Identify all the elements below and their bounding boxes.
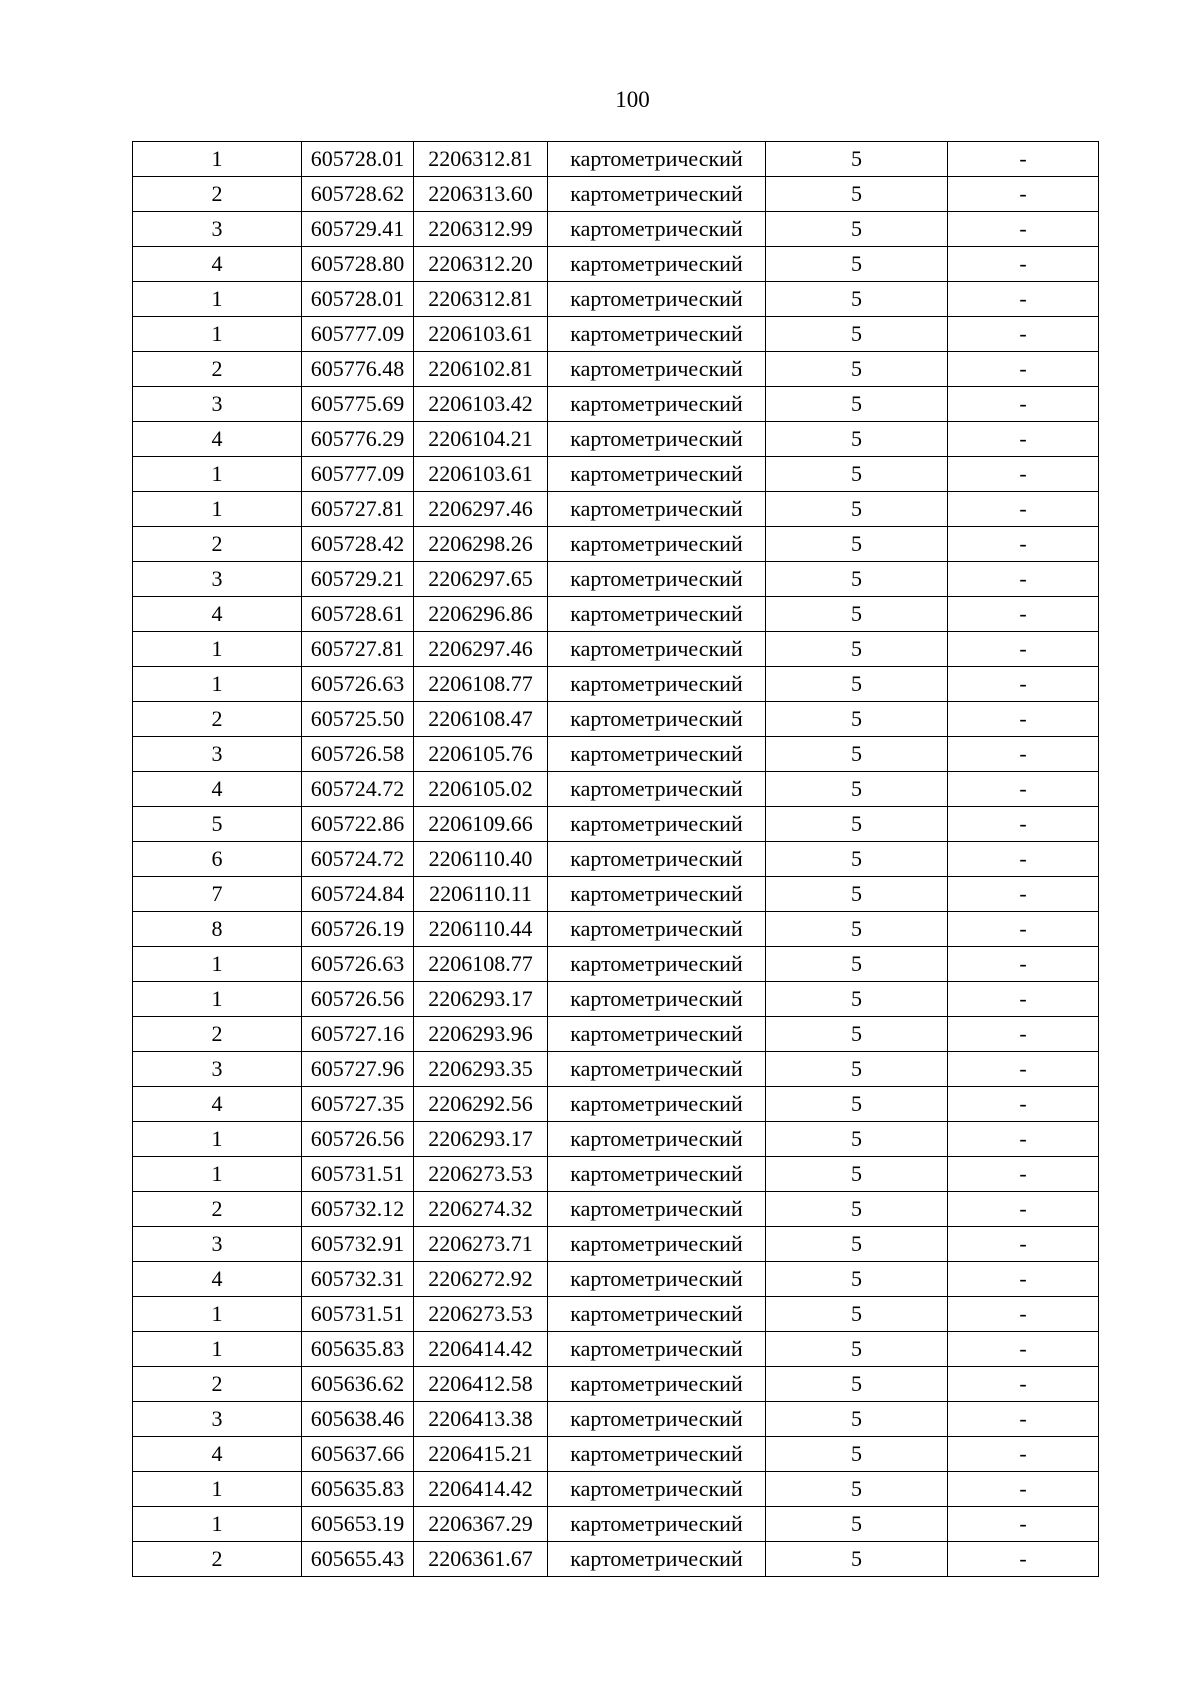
accuracy-cell: 5 [766, 527, 948, 562]
method-cell: картометрический [548, 1472, 766, 1507]
x-coordinate-cell: 605638.46 [302, 1402, 414, 1437]
method-cell: картометрический [548, 1437, 766, 1472]
table-row [133, 877, 1099, 912]
description-cell: - [948, 177, 1099, 212]
accuracy-cell: 5 [766, 1507, 948, 1542]
accuracy-cell: 5 [766, 877, 948, 912]
accuracy-cell: 5 [766, 702, 948, 737]
method-cell: картометрический [548, 737, 766, 772]
accuracy-cell: 5 [766, 1157, 948, 1192]
method-cell: картометрический [548, 352, 766, 387]
table-row [133, 142, 1099, 177]
description-cell: - [948, 1472, 1099, 1507]
accuracy-cell: 5 [766, 1262, 948, 1297]
method-cell: картометрический [548, 142, 766, 177]
description-cell: - [948, 1227, 1099, 1262]
x-coordinate-cell: 605776.29 [302, 422, 414, 457]
accuracy-cell: 5 [766, 317, 948, 352]
description-cell: - [948, 1052, 1099, 1087]
table-row [133, 1262, 1099, 1297]
accuracy-cell: 5 [766, 247, 948, 282]
method-cell: картометрический [548, 1507, 766, 1542]
y-coordinate-cell: 2206293.35 [414, 1052, 548, 1087]
method-cell: картометрический [548, 772, 766, 807]
point-number-cell: 3 [133, 1402, 302, 1437]
description-cell: - [948, 842, 1099, 877]
description-cell: - [948, 1437, 1099, 1472]
accuracy-cell: 5 [766, 912, 948, 947]
x-coordinate-cell: 605775.69 [302, 387, 414, 422]
x-coordinate-cell: 605636.62 [302, 1367, 414, 1402]
point-number-cell: 4 [133, 247, 302, 282]
point-number-cell: 1 [133, 667, 302, 702]
accuracy-cell: 5 [766, 282, 948, 317]
y-coordinate-cell: 2206110.44 [414, 912, 548, 947]
accuracy-cell: 5 [766, 212, 948, 247]
table-row [133, 352, 1099, 387]
description-cell: - [948, 142, 1099, 177]
table-row [133, 842, 1099, 877]
accuracy-cell: 5 [766, 1017, 948, 1052]
method-cell: картометрический [548, 842, 766, 877]
accuracy-cell: 5 [766, 387, 948, 422]
table-row [133, 947, 1099, 982]
x-coordinate-cell: 605731.51 [302, 1297, 414, 1332]
table-row [133, 667, 1099, 702]
method-cell: картометрический [548, 597, 766, 632]
x-coordinate-cell: 605635.83 [302, 1332, 414, 1367]
y-coordinate-cell: 2206312.20 [414, 247, 548, 282]
point-number-cell: 1 [133, 492, 302, 527]
description-cell: - [948, 1507, 1099, 1542]
y-coordinate-cell: 2206110.11 [414, 877, 548, 912]
method-cell: картометрический [548, 1262, 766, 1297]
description-cell: - [948, 317, 1099, 352]
x-coordinate-cell: 605727.96 [302, 1052, 414, 1087]
point-number-cell: 1 [133, 317, 302, 352]
x-coordinate-cell: 605729.41 [302, 212, 414, 247]
accuracy-cell: 5 [766, 1052, 948, 1087]
table-row [133, 1087, 1099, 1122]
accuracy-cell: 5 [766, 737, 948, 772]
description-cell: - [948, 1297, 1099, 1332]
x-coordinate-cell: 605655.43 [302, 1542, 414, 1577]
y-coordinate-cell: 2206312.99 [414, 212, 548, 247]
description-cell: - [948, 492, 1099, 527]
accuracy-cell: 5 [766, 1297, 948, 1332]
x-coordinate-cell: 605727.16 [302, 1017, 414, 1052]
table-row [133, 1297, 1099, 1332]
table-row [133, 177, 1099, 212]
point-number-cell: 4 [133, 597, 302, 632]
description-cell: - [948, 947, 1099, 982]
y-coordinate-cell: 2206414.42 [414, 1472, 548, 1507]
y-coordinate-cell: 2206297.46 [414, 632, 548, 667]
table-row [133, 1402, 1099, 1437]
table-row [133, 912, 1099, 947]
accuracy-cell: 5 [766, 667, 948, 702]
point-number-cell: 4 [133, 422, 302, 457]
point-number-cell: 1 [133, 982, 302, 1017]
description-cell: - [948, 1367, 1099, 1402]
accuracy-cell: 5 [766, 1332, 948, 1367]
description-cell: - [948, 1017, 1099, 1052]
description-cell: - [948, 352, 1099, 387]
method-cell: картометрический [548, 212, 766, 247]
y-coordinate-cell: 2206105.02 [414, 772, 548, 807]
point-number-cell: 1 [133, 282, 302, 317]
point-number-cell: 3 [133, 212, 302, 247]
method-cell: картометрический [548, 1367, 766, 1402]
method-cell: картометрический [548, 982, 766, 1017]
description-cell: - [948, 737, 1099, 772]
accuracy-cell: 5 [766, 1402, 948, 1437]
table-row [133, 1507, 1099, 1542]
description-cell: - [948, 387, 1099, 422]
x-coordinate-cell: 605722.86 [302, 807, 414, 842]
description-cell: - [948, 807, 1099, 842]
x-coordinate-cell: 605727.81 [302, 492, 414, 527]
method-cell: картометрический [548, 492, 766, 527]
x-coordinate-cell: 605724.72 [302, 842, 414, 877]
description-cell: - [948, 1332, 1099, 1367]
method-cell: картометрический [548, 912, 766, 947]
y-coordinate-cell: 2206102.81 [414, 352, 548, 387]
description-cell: - [948, 1157, 1099, 1192]
table-row [133, 1122, 1099, 1157]
table-row [133, 1367, 1099, 1402]
point-number-cell: 4 [133, 772, 302, 807]
point-number-cell: 1 [133, 632, 302, 667]
y-coordinate-cell: 2206109.66 [414, 807, 548, 842]
description-cell: - [948, 247, 1099, 282]
point-number-cell: 2 [133, 1367, 302, 1402]
method-cell: картометрический [548, 1157, 766, 1192]
table-row [133, 457, 1099, 492]
y-coordinate-cell: 2206361.67 [414, 1542, 548, 1577]
x-coordinate-cell: 605732.31 [302, 1262, 414, 1297]
table-row [133, 212, 1099, 247]
point-number-cell: 1 [133, 1157, 302, 1192]
point-number-cell: 2 [133, 527, 302, 562]
table-row [133, 597, 1099, 632]
table-row [133, 1017, 1099, 1052]
point-number-cell: 2 [133, 1017, 302, 1052]
accuracy-cell: 5 [766, 457, 948, 492]
coordinates-table [132, 141, 1099, 1577]
description-cell: - [948, 667, 1099, 702]
accuracy-cell: 5 [766, 632, 948, 667]
table-row [133, 1332, 1099, 1367]
description-cell: - [948, 212, 1099, 247]
y-coordinate-cell: 2206103.42 [414, 387, 548, 422]
method-cell: картометрический [548, 422, 766, 457]
table-row [133, 1052, 1099, 1087]
method-cell: картометрический [548, 247, 766, 282]
table-row [133, 632, 1099, 667]
table-row [133, 422, 1099, 457]
point-number-cell: 3 [133, 737, 302, 772]
x-coordinate-cell: 605726.58 [302, 737, 414, 772]
x-coordinate-cell: 605726.19 [302, 912, 414, 947]
method-cell: картометрический [548, 1402, 766, 1437]
point-number-cell: 3 [133, 387, 302, 422]
x-coordinate-cell: 605728.01 [302, 282, 414, 317]
point-number-cell: 1 [133, 1472, 302, 1507]
table-row [133, 317, 1099, 352]
x-coordinate-cell: 605726.63 [302, 667, 414, 702]
point-number-cell: 1 [133, 1297, 302, 1332]
y-coordinate-cell: 2206273.53 [414, 1157, 548, 1192]
y-coordinate-cell: 2206103.61 [414, 317, 548, 352]
description-cell: - [948, 1402, 1099, 1437]
description-cell: - [948, 457, 1099, 492]
table-row [133, 1542, 1099, 1577]
y-coordinate-cell: 2206296.86 [414, 597, 548, 632]
y-coordinate-cell: 2206367.29 [414, 1507, 548, 1542]
y-coordinate-cell: 2206105.76 [414, 737, 548, 772]
point-number-cell: 1 [133, 142, 302, 177]
table-row [133, 1227, 1099, 1262]
x-coordinate-cell: 605727.81 [302, 632, 414, 667]
method-cell: картометрический [548, 457, 766, 492]
accuracy-cell: 5 [766, 1122, 948, 1157]
accuracy-cell: 5 [766, 597, 948, 632]
method-cell: картометрический [548, 177, 766, 212]
x-coordinate-cell: 605729.21 [302, 562, 414, 597]
table-row [133, 737, 1099, 772]
point-number-cell: 1 [133, 457, 302, 492]
point-number-cell: 7 [133, 877, 302, 912]
method-cell: картометрический [548, 1332, 766, 1367]
y-coordinate-cell: 2206312.81 [414, 142, 548, 177]
x-coordinate-cell: 605653.19 [302, 1507, 414, 1542]
accuracy-cell: 5 [766, 982, 948, 1017]
table-row [133, 772, 1099, 807]
description-cell: - [948, 1262, 1099, 1297]
x-coordinate-cell: 605728.80 [302, 247, 414, 282]
x-coordinate-cell: 605724.72 [302, 772, 414, 807]
y-coordinate-cell: 2206412.58 [414, 1367, 548, 1402]
point-number-cell: 8 [133, 912, 302, 947]
point-number-cell: 5 [133, 807, 302, 842]
method-cell: картометрический [548, 947, 766, 982]
point-number-cell: 1 [133, 1122, 302, 1157]
description-cell: - [948, 982, 1099, 1017]
point-number-cell: 1 [133, 1507, 302, 1542]
accuracy-cell: 5 [766, 177, 948, 212]
point-number-cell: 4 [133, 1087, 302, 1122]
accuracy-cell: 5 [766, 1367, 948, 1402]
method-cell: картометрический [548, 1087, 766, 1122]
accuracy-cell: 5 [766, 772, 948, 807]
accuracy-cell: 5 [766, 807, 948, 842]
x-coordinate-cell: 605732.12 [302, 1192, 414, 1227]
y-coordinate-cell: 2206110.40 [414, 842, 548, 877]
accuracy-cell: 5 [766, 422, 948, 457]
accuracy-cell: 5 [766, 352, 948, 387]
method-cell: картометрический [548, 1192, 766, 1227]
table-row [133, 247, 1099, 282]
y-coordinate-cell: 2206298.26 [414, 527, 548, 562]
method-cell: картометрический [548, 1122, 766, 1157]
y-coordinate-cell: 2206297.46 [414, 492, 548, 527]
method-cell: картометрический [548, 1542, 766, 1577]
y-coordinate-cell: 2206104.21 [414, 422, 548, 457]
method-cell: картометрический [548, 1052, 766, 1087]
method-cell: картометрический [548, 527, 766, 562]
x-coordinate-cell: 605724.84 [302, 877, 414, 912]
x-coordinate-cell: 605731.51 [302, 1157, 414, 1192]
x-coordinate-cell: 605728.61 [302, 597, 414, 632]
accuracy-cell: 5 [766, 142, 948, 177]
y-coordinate-cell: 2206413.38 [414, 1402, 548, 1437]
y-coordinate-cell: 2206272.92 [414, 1262, 548, 1297]
table-row [133, 492, 1099, 527]
y-coordinate-cell: 2206273.53 [414, 1297, 548, 1332]
method-cell: картометрический [548, 1227, 766, 1262]
point-number-cell: 3 [133, 1052, 302, 1087]
description-cell: - [948, 877, 1099, 912]
table-row [133, 562, 1099, 597]
y-coordinate-cell: 2206297.65 [414, 562, 548, 597]
y-coordinate-cell: 2206312.81 [414, 282, 548, 317]
point-number-cell: 2 [133, 352, 302, 387]
accuracy-cell: 5 [766, 1227, 948, 1262]
description-cell: - [948, 422, 1099, 457]
y-coordinate-cell: 2206293.96 [414, 1017, 548, 1052]
description-cell: - [948, 1542, 1099, 1577]
method-cell: картометрический [548, 632, 766, 667]
accuracy-cell: 5 [766, 1437, 948, 1472]
y-coordinate-cell: 2206292.56 [414, 1087, 548, 1122]
accuracy-cell: 5 [766, 1542, 948, 1577]
x-coordinate-cell: 605727.35 [302, 1087, 414, 1122]
x-coordinate-cell: 605728.01 [302, 142, 414, 177]
x-coordinate-cell: 605776.48 [302, 352, 414, 387]
x-coordinate-cell: 605777.09 [302, 317, 414, 352]
description-cell: - [948, 1087, 1099, 1122]
method-cell: картометрический [548, 702, 766, 737]
x-coordinate-cell: 605728.42 [302, 527, 414, 562]
y-coordinate-cell: 2206414.42 [414, 1332, 548, 1367]
method-cell: картометрический [548, 1297, 766, 1332]
x-coordinate-cell: 605726.63 [302, 947, 414, 982]
accuracy-cell: 5 [766, 1472, 948, 1507]
point-number-cell: 2 [133, 177, 302, 212]
accuracy-cell: 5 [766, 842, 948, 877]
description-cell: - [948, 282, 1099, 317]
table-row [133, 982, 1099, 1017]
point-number-cell: 2 [133, 702, 302, 737]
point-number-cell: 2 [133, 1542, 302, 1577]
y-coordinate-cell: 2206274.32 [414, 1192, 548, 1227]
method-cell: картометрический [548, 807, 766, 842]
x-coordinate-cell: 605728.62 [302, 177, 414, 212]
y-coordinate-cell: 2206108.77 [414, 947, 548, 982]
y-coordinate-cell: 2206293.17 [414, 982, 548, 1017]
point-number-cell: 3 [133, 1227, 302, 1262]
method-cell: картометрический [548, 667, 766, 702]
accuracy-cell: 5 [766, 562, 948, 597]
method-cell: картометрический [548, 282, 766, 317]
accuracy-cell: 5 [766, 492, 948, 527]
y-coordinate-cell: 2206108.47 [414, 702, 548, 737]
method-cell: картометрический [548, 877, 766, 912]
description-cell: - [948, 597, 1099, 632]
method-cell: картометрический [548, 317, 766, 352]
table-row [133, 807, 1099, 842]
x-coordinate-cell: 605726.56 [302, 982, 414, 1017]
accuracy-cell: 5 [766, 1087, 948, 1122]
x-coordinate-cell: 605637.66 [302, 1437, 414, 1472]
description-cell: - [948, 912, 1099, 947]
table-row [133, 527, 1099, 562]
table-row [133, 282, 1099, 317]
table-row [133, 702, 1099, 737]
point-number-cell: 6 [133, 842, 302, 877]
description-cell: - [948, 1192, 1099, 1227]
y-coordinate-cell: 2206313.60 [414, 177, 548, 212]
accuracy-cell: 5 [766, 1192, 948, 1227]
y-coordinate-cell: 2206103.61 [414, 457, 548, 492]
method-cell: картометрический [548, 387, 766, 422]
x-coordinate-cell: 605777.09 [302, 457, 414, 492]
y-coordinate-cell: 2206273.71 [414, 1227, 548, 1262]
table-row [133, 1437, 1099, 1472]
y-coordinate-cell: 2206293.17 [414, 1122, 548, 1157]
description-cell: - [948, 1122, 1099, 1157]
point-number-cell: 1 [133, 947, 302, 982]
method-cell: картометрический [548, 562, 766, 597]
description-cell: - [948, 772, 1099, 807]
method-cell: картометрический [548, 1017, 766, 1052]
description-cell: - [948, 562, 1099, 597]
point-number-cell: 3 [133, 562, 302, 597]
description-cell: - [948, 527, 1099, 562]
table-row [133, 387, 1099, 422]
y-coordinate-cell: 2206108.77 [414, 667, 548, 702]
description-cell: - [948, 702, 1099, 737]
point-number-cell: 4 [133, 1437, 302, 1472]
table-row [133, 1472, 1099, 1507]
x-coordinate-cell: 605635.83 [302, 1472, 414, 1507]
accuracy-cell: 5 [766, 947, 948, 982]
y-coordinate-cell: 2206415.21 [414, 1437, 548, 1472]
table-row [133, 1157, 1099, 1192]
x-coordinate-cell: 605726.56 [302, 1122, 414, 1157]
table-row [133, 1192, 1099, 1227]
point-number-cell: 2 [133, 1192, 302, 1227]
coordinates-table-body [133, 142, 1099, 1577]
point-number-cell: 1 [133, 1332, 302, 1367]
x-coordinate-cell: 605732.91 [302, 1227, 414, 1262]
point-number-cell: 4 [133, 1262, 302, 1297]
page-number: 100 [615, 87, 650, 112]
x-coordinate-cell: 605725.50 [302, 702, 414, 737]
description-cell: - [948, 632, 1099, 667]
